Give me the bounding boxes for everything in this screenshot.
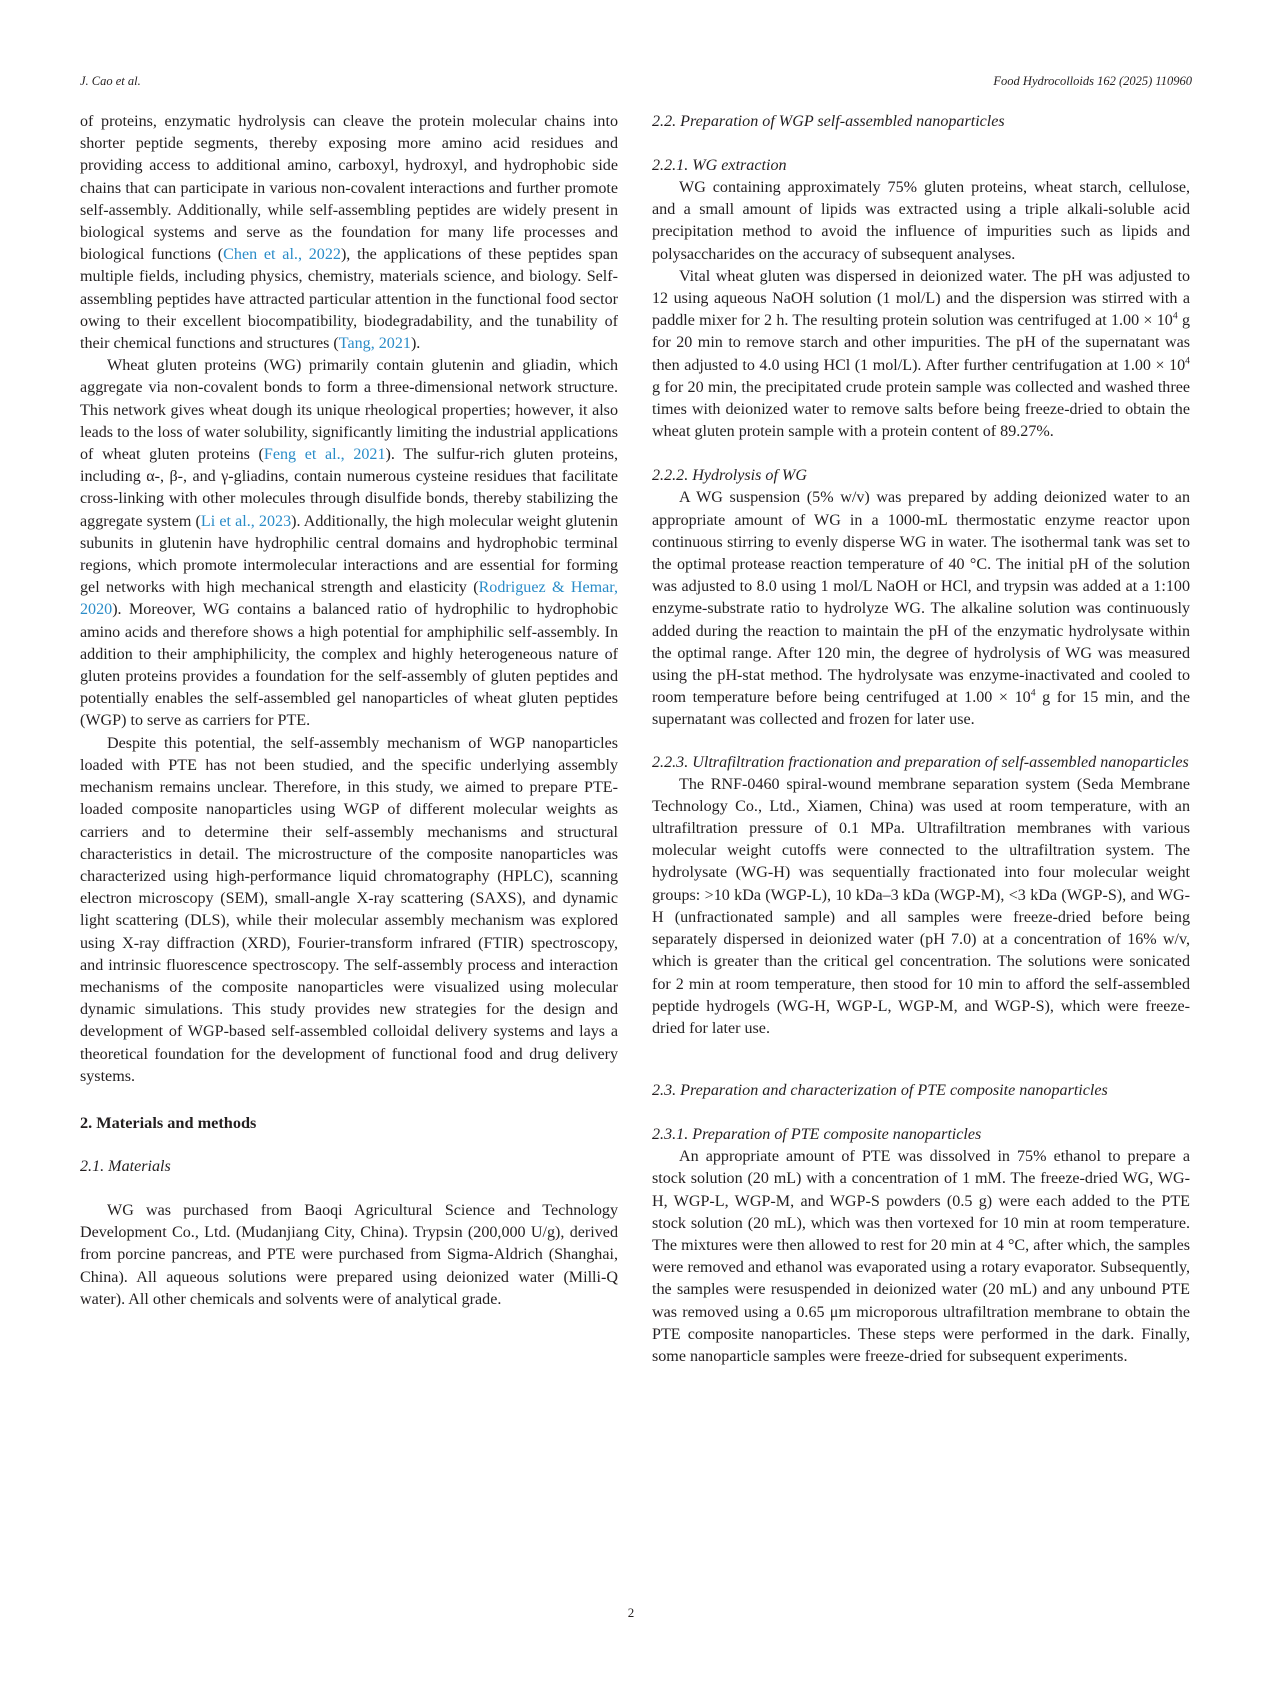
paragraph-hydrolysis: A WG suspension (5% w/v) was prepared by adding deionized water to an appropriate amount of WG in a 1000-mL thermostatic enzyme reactor upon continuous stirring to evenly disperse WG in water. The isothermal tank was set to the optimal protease reaction temperature of 40 °C. The initial pH of the solution was adjusted to 8.0 using 1 mol/L NaOH or HCl, and trypsin was added at a 1:100 enzyme-substrate ratio to hydrolyze WG. The alkaline solution was continuously added during the reaction to maintain the pH of the enzymatic hydrolysate within the optimal range. After 120 min, the degree of hydrolysis of WG was measured using the pH-stat method. The hydrolysate was enzyme-inactivated and cooled to room temperature before being centrifuged at $1.00 \times 10^4$ g for 15 min, and the supernatant was collected and frozen for later use. [652, 489, 1190, 729]
paragraph-materials: WG was purchased from Baoqi Agricultural Science and Technology Development Co., Ltd. (Mudanjiang City, China). Trypsin (200,000 U/g), derived from porcine pancreas, and PTE were purchased from Sigma-Aldrich (Shanghai, China). All aqueous solutions were prepared using deionized water (Milli-Q water). All other chemicals and solvents were of analytical grade. [80, 1201, 618, 1308]
left-column [80, 111, 618, 1311]
citation-link[interactable]: Li et al., 2023 [200, 512, 292, 530]
paragraph-vital-wheat-gluten: Vital wheat gluten was dispersed in deionized water. The pH was adjusted to 12 using aqueous NaOH solution (1 mol/L) and the dispersion was stirred with a paddle mixer for 2 h. The resulting protein solution was centrifuged at $1.00 \times 10^4$ g for 20 min to remove starch and other impurities. The pH of the supernatant was then adjusted to 4.0 using HCl (1 mol/L). After further centrifugation at $1.00 \times 10^4$ g for 20 min, the precipitated crude protein sample was collected and washed three times with deionized water to remove salts before being freeze-dried to obtain the wheat gluten protein sample with a protein content of 89.27%. [652, 267, 1191, 441]
running-head-journal: Food Hydrocolloids 162 (2025) 110960 [993, 74, 1192, 88]
right-column [652, 111, 1190, 1368]
subsubsection-heading-wg-extraction: 2.2.1. WG extraction [652, 157, 787, 174]
citation-link[interactable]: Tang, 2021 [338, 335, 411, 353]
subsubsection-heading-hydrolysis: 2.2.2. Hydrolysis of WG [652, 467, 807, 485]
citation-link[interactable]: Chen et al., 2022 [223, 246, 341, 264]
paragraph-wheat-gluten: Wheat gluten proteins (WG) primarily contain glutenin and gliadin, which aggregate via non-covalent bonds to form a three-dimensional network structure. This network gives wheat dough its unique rheological properties; however, it also leads to the loss of water solubility, significantly limiting the industrial applications of wheat gluten proteins (Feng et al., 2021). The sulfur-rich gluten proteins, including α-, β-, and γ-gliadins, contain numerous cysteine residues that facilitate cross-linking with other molecules through disulfide bonds, thereby stabilizing the aggregate system (Li et al., 2023). Additionally, the high molecular weight glutenin subunits in glutenin have hydrophilic central domains and hydrophobic terminal regions, which promote intermolecular interactions and are essential for forming gel networks with high mechanical strength and elasticity (Rodriguez & Hemar, 2020). Moreover, WG contains a balanced ratio of hydrophilic to hydrophobic amino acids and therefore shows a high potential for amphiphilic self-assembly. In addition to their amphiphilicity, the complex and highly heterogeneous nature of gluten proteins provides a foundation for the self-assembly of gluten peptides and potentially enables the self-assembled gel nanoparticles of wheat gluten peptides (WGP) to serve as carriers for PTE. [80, 357, 618, 730]
page-number: 2 [627, 1605, 635, 1620]
subsection-heading-pte-composite: 2.3. Preparation and characterization of PTE composite nanoparticles [652, 1082, 1108, 1100]
running-head-authors: J. Cao et al. [80, 74, 141, 88]
citation-link[interactable]: Rodriguez & Hemar, 2020 [80, 579, 618, 619]
section-heading-materials-methods: 2. Materials and methods [80, 1112, 257, 1132]
paragraph-study-aim: Despite this potential, the self-assembly mechanism of WGP nanoparticles loaded with PTE has not been studied, and the specific underlying assembly mechanism remains unclear. Therefore, in this study, we aimed to prepare PTE-loaded composite nanoparticles using WGP of different molecular weights as carriers and to determine their self-assembly mechanisms and structural characteristics in detail. The microstructure of the composite nanoparticles was characterized using high-performance liquid chromatography (HPLC), scanning electron microscopy (SEM), small-angle X-ray scattering (SAXS), and dynamic light scattering (DLS), while their molecular assembly mechanism was explored using X-ray diffraction (XRD), Fourier-transform infrared (FTIR) spectroscopy, and intrinsic fluorescence spectroscopy. The self-assembly process and interaction mechanisms of the composite nanoparticles were visualized using molecular dynamic simulations. This study provides new strategies for the design and development of WGP-based self-assembled colloidal delivery systems and lays a theoretical foundation for the development of functional food and drug delivery systems. [80, 734, 618, 1085]
paragraph-wg-extraction: WG containing approximately 75% gluten proteins, wheat starch, cellulose, and a small amount of lipids was extracted using a triple alkali-soluble acid precipitation method to avoid the influence of impurities such as lipids and polysaccharides on the accuracy of subsequent analyses. [652, 179, 1190, 263]
subsection-heading-wgp-preparation: 2.2. Preparation of WGP self-assembled nanoparticles [652, 113, 1005, 130]
citation-link[interactable]: Feng et al., 2021 [263, 446, 386, 464]
paragraph-pte-preparation: An appropriate amount of PTE was dissolved in 75% ethanol to prepare a stock solution (20 mL) with a concentration of 1 mM. The freeze-dried WG, WG-H, WGP-L, WGP-M, and WGP-S powders (0.5 g) were each added to the PTE stock solution (20 mL), which was then vortexed for 10 min at room temperature. The mixtures were then allowed to rest for 20 min at 4 °C, after which, the samples were removed and ethanol was evaporated using a rotary evaporator. Subsequently, the samples were resuspended in deionized water (20 mL) and any unbound PTE was removed using a 0.65 μm microporous ultrafiltration membrane to obtain the PTE composite nanoparticles. These steps were performed in the dark. Finally, some nanoparticle samples were freeze-dried for subsequent experiments. [652, 1148, 1190, 1365]
paragraph-ultrafiltration: The RNF-0460 spiral-wound membrane separation system (Seda Membrane Technology Co., Ltd., Xiamen, China) was used at room temperature, with an ultrafiltration pressure of 0.1 MPa. Ultrafiltration membranes with various molecular weight cutoffs were connected to the ultrafiltration system. The hydrolysate (WG-H) was sequentially fractionated into four molecular weight groups: >10 kDa (WGP-L), 10 kDa–3 kDa (WGP-M), <3 kDa (WGP-S), and WG-H (unfractionated sample) and all samples were freeze-dried before being separately dispersed in deionized water (pH 7.0) at a concentration of 16% w/v, which is greater than the critical gel concentration. The solutions were sonicated for 2 min at room temperature, then stood for 10 min to afford the self-assembled peptide hydrogels (WG-H, WGP-L, WGP-M, and WGP-S), which were freeze-dried for later use. [652, 775, 1190, 1037]
paragraph-intro-continued: of proteins, enzymatic hydrolysis can cleave the protein molecular chains into shorter peptide segments, thereby exposing more amino acid residues and providing access to additional amino, carboxyl, hydroxyl, and hydrophobic side chains that can participate in various non-covalent interactions and further promote self-assembly. Additionally, while self-assembling peptides are widely present in biological systems and serve as the foundation for many life processes and biological functions (Chen et al., 2022), the applications of these peptides span multiple fields, including physics, chemistry, materials science, and biology. Self-assembling peptides have attracted particular attention in the functional food sector owing to their excellent biocompatibility, biodegradability, and the tunability of their chemical functions and structures (Tang, 2021). [80, 113, 618, 353]
subsubsection-heading-ultrafiltration: 2.2.3. Ultrafiltration fractionation and preparation of self-assembled nanoparticles [652, 753, 1189, 771]
subsection-heading-materials: 2.1. Materials [80, 1157, 171, 1175]
subsubsection-heading-pte-preparation: 2.3.1. Preparation of PTE composite nanoparticles [652, 1126, 982, 1144]
spacer [80, 1178, 618, 1200]
